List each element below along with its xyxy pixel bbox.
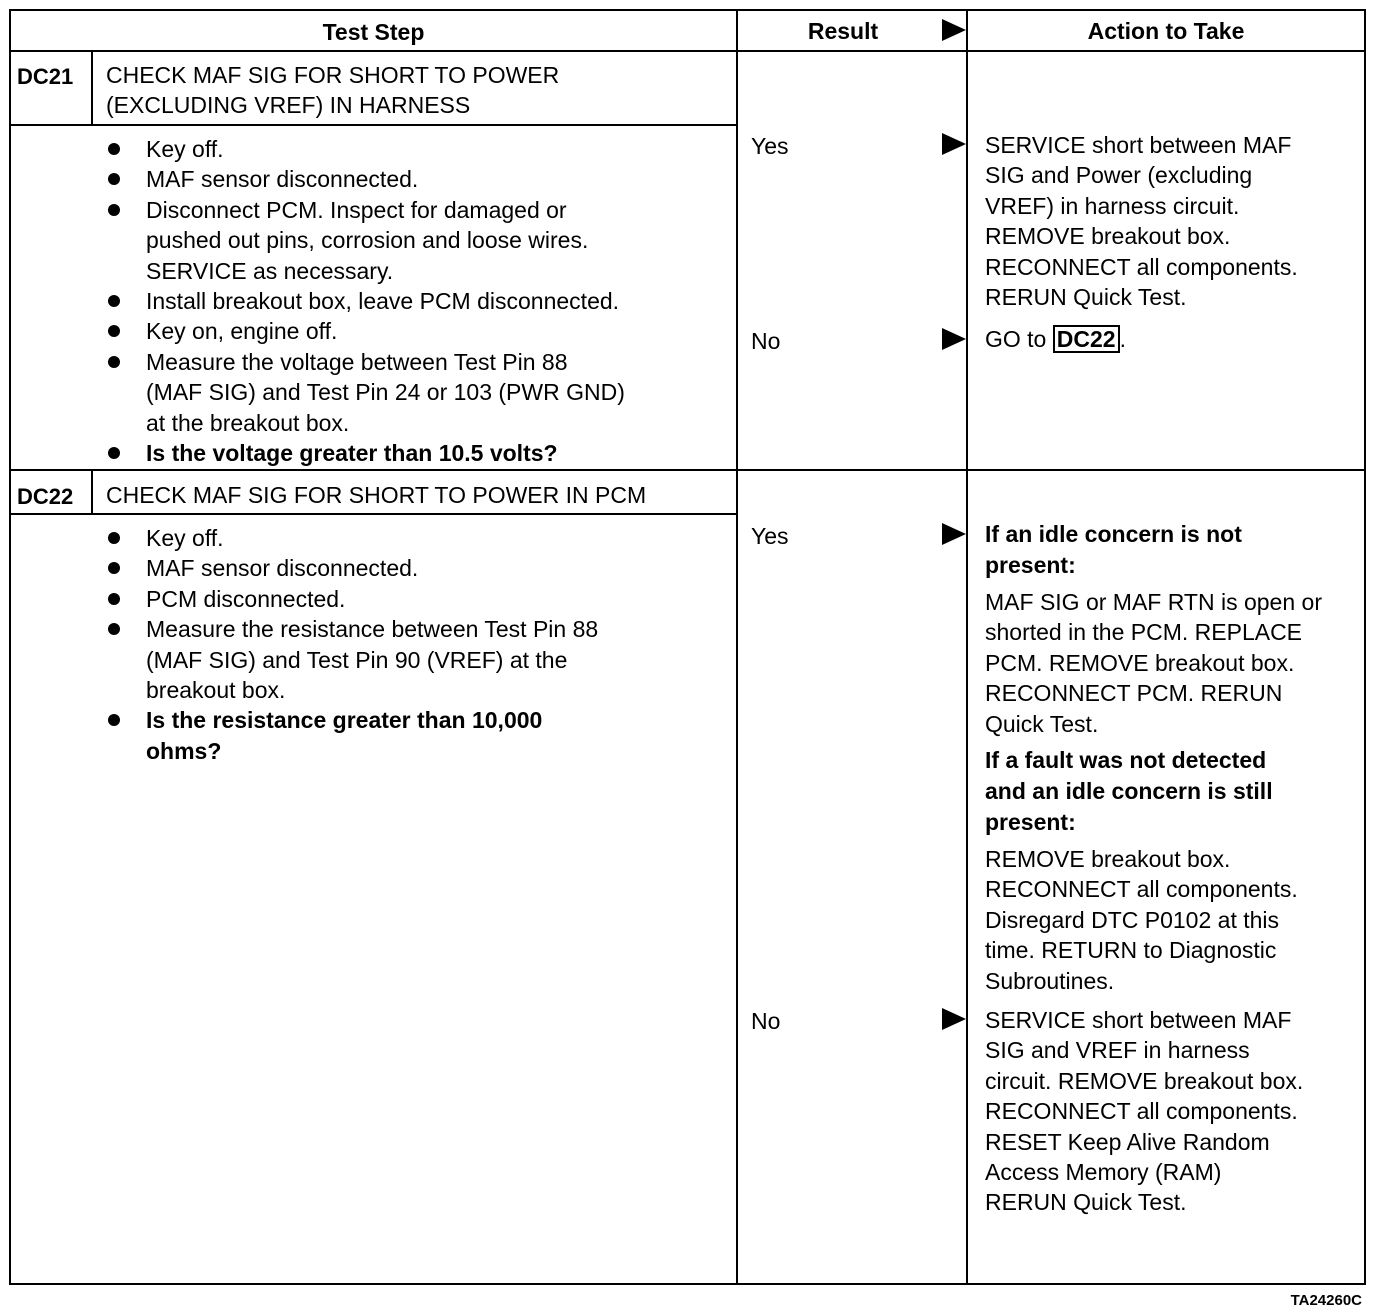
- result-no-dc22: No: [751, 1008, 781, 1034]
- list-item: PCM disconnected.: [108, 584, 728, 614]
- step-instructions-dc22: [108, 523, 728, 766]
- list-item: Measure the resistance between Test Pin 88 (MAF SIG) and Test Pin 90 (VREF) at the breakout box.: [108, 614, 728, 705]
- step-title-dc22: CHECK MAF SIG FOR SHORT TO POWER IN PCM: [106, 482, 647, 508]
- bullet-icon: [108, 173, 120, 185]
- step-title-divider: [9, 124, 736, 126]
- list-item: Key on, engine off.: [108, 316, 728, 346]
- result-yes-dc22: Yes: [751, 523, 789, 549]
- header-test-step: Test Step: [322, 19, 425, 45]
- step-id-dc21: DC21: [17, 64, 74, 89]
- action-no-dc21: GO to DC22 .: [985, 326, 1126, 352]
- bullet-icon: [108, 532, 120, 544]
- header-arrow-icon: [942, 19, 966, 41]
- step-instructions-dc21: [108, 134, 728, 468]
- bullet-icon: [108, 356, 120, 368]
- step-id-divider: [91, 469, 93, 515]
- result-yes-dc21: Yes: [751, 133, 789, 159]
- list-item: Is the resistance greater than 10,000 ohms?: [108, 705, 728, 766]
- header-result: Result: [807, 18, 879, 44]
- list-item: Key off.: [108, 134, 728, 164]
- step-title-divider: [9, 513, 736, 515]
- bullet-icon: [108, 623, 120, 635]
- action-yes-dc22: If an idle concern is not present: MAF SIG or MAF RTN is open or shorted in the PCM. REPLACE PCM. REMOVE breakout box. RECONNECT PCM. RERUN Quick Test. If a fault was not detected and an idle concern is still present: REMOVE breakout box. RECONNECT all components. Disregard DTC P0102 at this time. RETURN to Diagnostic Subroutines.: [985, 521, 1322, 994]
- result-no-dc21: No: [751, 328, 781, 354]
- list-item: Is the voltage greater than 10.5 volts?: [108, 438, 728, 468]
- step-id-divider: [91, 50, 93, 126]
- step-reference-dc22[interactable]: DC22: [1053, 325, 1120, 353]
- result-arrow-icon: [942, 133, 966, 155]
- bullet-icon: [108, 204, 120, 216]
- column-divider-result: [736, 9, 738, 1285]
- result-arrow-icon: [942, 523, 966, 545]
- action-yes-dc21: SERVICE short between MAF SIG and Power (excluding VREF) in harness circuit. REMOVE breakout box. RECONNECT all components. RERUN Quick Test.: [985, 132, 1298, 311]
- step-divider: [9, 469, 1366, 471]
- column-divider-action: [966, 9, 968, 1285]
- result-arrow-icon: [942, 328, 966, 350]
- bullet-icon: [108, 143, 120, 155]
- list-item: MAF sensor disconnected.: [108, 553, 728, 583]
- action-no-dc22: SERVICE short between MAF SIG and VREF in harness circuit. REMOVE breakout box. RECONNECT all components. RESET Keep Alive Random Access Memory (RAM) RERUN Quick Test.: [985, 1007, 1304, 1216]
- bullet-icon: [108, 447, 120, 459]
- step-title-dc21: CHECK MAF SIG FOR SHORT TO POWER (EXCLUDING VREF) IN HARNESS: [106, 62, 560, 118]
- list-item: Key off.: [108, 523, 728, 553]
- list-item: Measure the voltage between Test Pin 88 (MAF SIG) and Test Pin 24 or 103 (PWR GND) at the breakout box.: [108, 347, 728, 438]
- bullet-icon: [108, 295, 120, 307]
- list-item: Disconnect PCM. Inspect for damaged or pushed out pins, corrosion and loose wires. SERVICE as necessary.: [108, 195, 728, 286]
- bullet-icon: [108, 593, 120, 605]
- result-arrow-icon: [942, 1008, 966, 1030]
- figure-id: TA24260C: [1290, 1292, 1362, 1309]
- bullet-icon: [108, 325, 120, 337]
- step-id-dc22: DC22: [17, 484, 74, 509]
- header-action: Action to Take: [1087, 18, 1245, 44]
- bullet-icon: [108, 562, 120, 574]
- bullet-icon: [108, 714, 120, 726]
- list-item: MAF sensor disconnected.: [108, 164, 728, 194]
- list-item: Install breakout box, leave PCM disconnected.: [108, 286, 728, 316]
